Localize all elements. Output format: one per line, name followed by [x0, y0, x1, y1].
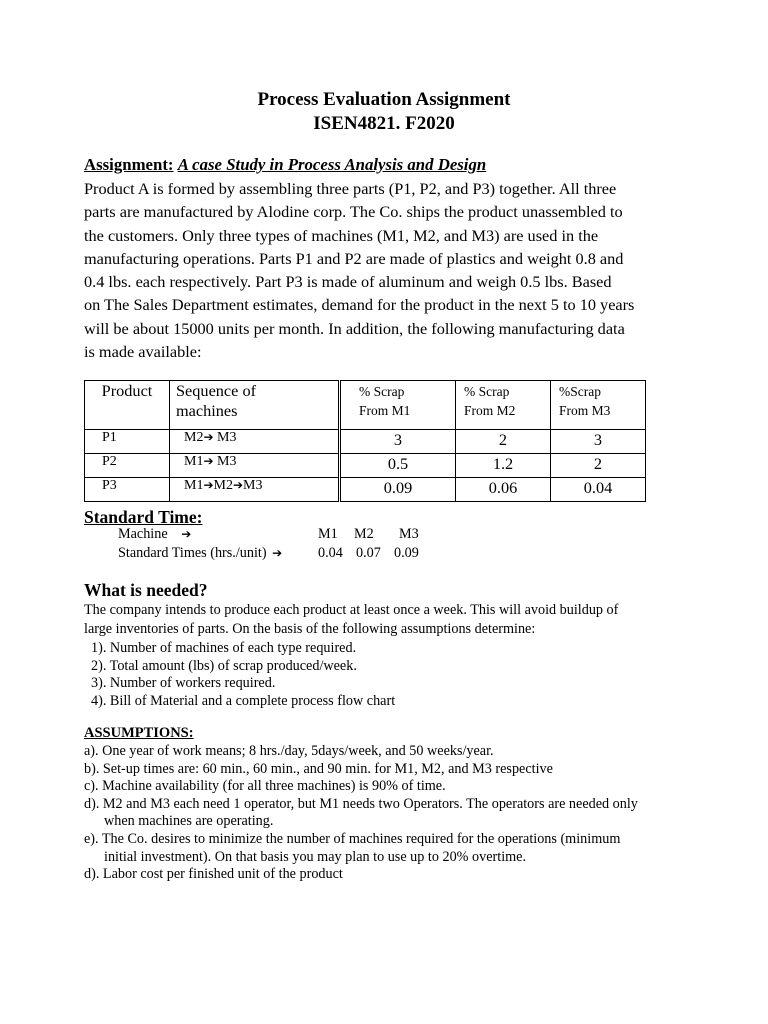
- standard-times-label: Standard Times (hrs./unit): [118, 545, 267, 561]
- list-item: e). The Co. desires to minimize the number of machines required for the operations (minimum: [84, 830, 621, 847]
- header-sequence-line2: machines: [176, 401, 238, 420]
- cell-scrap-m3: 2: [551, 454, 646, 478]
- list-item: d). M2 and M3 each need 1 operator, but M1 needs two Operators. The operators are needed only: [84, 795, 638, 812]
- arrow-icon: ➔: [181, 527, 192, 541]
- arrow-icon: ➔: [203, 454, 214, 468]
- intro-line: The company intends to produce each product at least once a week. This will avoid buildup of: [84, 602, 619, 618]
- paragraph-line: 0.4 lbs. each respectively. Part P3 is made of aluminum and weigh 0.5 lbs. Based: [84, 272, 612, 292]
- seq-machine: M3: [217, 454, 237, 469]
- header-m3-line2: From M3: [559, 403, 611, 418]
- what-is-needed-heading: What is needed?: [84, 580, 208, 600]
- list-item: 4). Bill of Material and a complete process flow chart: [91, 692, 396, 709]
- cell-scrap-m2: 0.06: [456, 478, 551, 502]
- list-item: b). Set-up times are: 60 min., 60 min., and 90 min. for M1, M2, and M3 respective: [84, 760, 553, 777]
- header-scrap-m3: [551, 381, 646, 430]
- seq-machine: M2: [184, 430, 204, 445]
- paragraph-line: parts are manufactured by Alodine corp. The Co. ships the product unassembled to: [84, 202, 623, 222]
- list-item: c). Machine availability (for all three machines) is 90% of time.: [84, 778, 446, 795]
- header-m2-line1: % Scrap: [464, 384, 510, 399]
- arrow-icon: ➔: [203, 478, 214, 492]
- arrow-icon: ➔: [203, 430, 214, 444]
- needed-list: [91, 640, 395, 710]
- machine-names: [318, 526, 338, 544]
- cell-scrap-m2: 1.2: [456, 454, 551, 478]
- cell-scrap-m1: 3: [340, 430, 456, 454]
- list-item: initial investment). On that basis you may plan to use up to 20% overtime.: [104, 848, 527, 865]
- cell-sequence: [170, 454, 340, 478]
- cell-scrap-m1: 0.09: [340, 478, 456, 502]
- needed-intro: [84, 601, 618, 638]
- header-product-label: Product: [101, 381, 153, 400]
- list-item: when machines are operating.: [104, 813, 274, 830]
- assignment-heading: [84, 155, 486, 175]
- course-code: ISEN4821. F2020: [313, 113, 455, 134]
- assumptions-list: [84, 743, 638, 884]
- machine-name: [354, 526, 374, 544]
- cell-scrap-m3: 3: [551, 430, 646, 454]
- assignment-subtitle: A case Study in Process Analysis and Design: [177, 155, 487, 174]
- intro-line: large inventories of parts. On the basis of the following assumptions determine:: [84, 620, 536, 637]
- seq-machine: M3: [217, 430, 237, 445]
- assumptions-heading: ASSUMPTIONS:: [84, 725, 194, 741]
- assignment-label: Assignment:: [84, 155, 174, 174]
- header-scrap-m1: [340, 381, 456, 430]
- standard-time-value: 0.07: [356, 545, 381, 561]
- header-product: [85, 381, 170, 430]
- cell-product: P2: [85, 454, 170, 478]
- list-item: 1). Number of machines of each type required.: [91, 640, 357, 656]
- header-scrap-m2: [456, 381, 551, 430]
- scrap-table: [84, 380, 646, 502]
- cell-sequence: [170, 430, 340, 454]
- cell-sequence: [170, 478, 340, 502]
- table-header-row: [85, 381, 646, 430]
- header-sequence: [170, 381, 340, 430]
- paragraph-line: is made available:: [84, 342, 202, 362]
- table-row: [85, 454, 646, 478]
- times-label-row: [118, 545, 282, 563]
- seq-machine: M1: [184, 454, 204, 469]
- cell-product: P3: [85, 478, 170, 502]
- paragraph-line: Product A is formed by assembling three parts (P1, P2, and P3) together. All three: [84, 179, 617, 198]
- machine-label-row: [118, 526, 191, 544]
- list-item: 3). Number of workers required.: [91, 675, 276, 692]
- machine-name-m3: M3: [399, 526, 419, 542]
- arrow-icon: ➔: [232, 478, 244, 492]
- machine-name: [399, 526, 419, 544]
- list-item: a). One year of work means; 8 hrs./day, 5days/week, and 50 weeks/year.: [84, 743, 494, 759]
- table-row: [85, 430, 646, 454]
- cell-scrap-m3: 0.04: [551, 478, 646, 502]
- seq-machine: M1: [184, 478, 204, 493]
- header-m2-line2: From M2: [464, 403, 516, 418]
- header-m3-line1: %Scrap: [559, 384, 601, 399]
- header-m1-line2: From M1: [359, 403, 411, 418]
- seq-machine: M2: [213, 478, 233, 493]
- table-row: [85, 478, 646, 502]
- machine-name-m2: M2: [354, 526, 374, 542]
- cell-product: P1: [85, 430, 170, 454]
- list-item: d). Labor cost per finished unit of the product: [84, 866, 343, 883]
- document-title: Process Evaluation Assignment: [257, 89, 511, 110]
- paragraph-line: the customers. Only three types of machines (M1, M2, and M3) are used in the: [84, 225, 599, 245]
- machine-name: M1: [318, 526, 338, 542]
- standard-time-heading: Standard Time:: [84, 507, 203, 527]
- list-item: 2). Total amount (lbs) of scrap produced/week.: [91, 657, 357, 674]
- cell-scrap-m2: 2: [456, 430, 551, 454]
- paragraph-line: manufacturing operations. Parts P1 and P2 are made of plastics and weight 0.8 and: [84, 248, 624, 268]
- header-sequence-line1: Sequence of: [176, 381, 257, 400]
- standard-time-value: 0.09: [394, 545, 419, 561]
- cell-scrap-m1: 0.5: [340, 454, 456, 478]
- seq-machine: M3: [243, 478, 263, 493]
- arrow-icon: ➔: [272, 546, 283, 560]
- paragraph-line: will be about 15000 units per month. In addition, the following manufacturing data: [84, 318, 625, 338]
- header-m1-line1: % Scrap: [359, 384, 405, 399]
- standard-time-value: 0.04: [318, 545, 343, 561]
- machine-label: Machine: [118, 526, 168, 542]
- assignment-paragraph: [84, 177, 684, 363]
- paragraph-line: on The Sales Department estimates, demand for the product in the next 5 to 10 years: [84, 295, 635, 315]
